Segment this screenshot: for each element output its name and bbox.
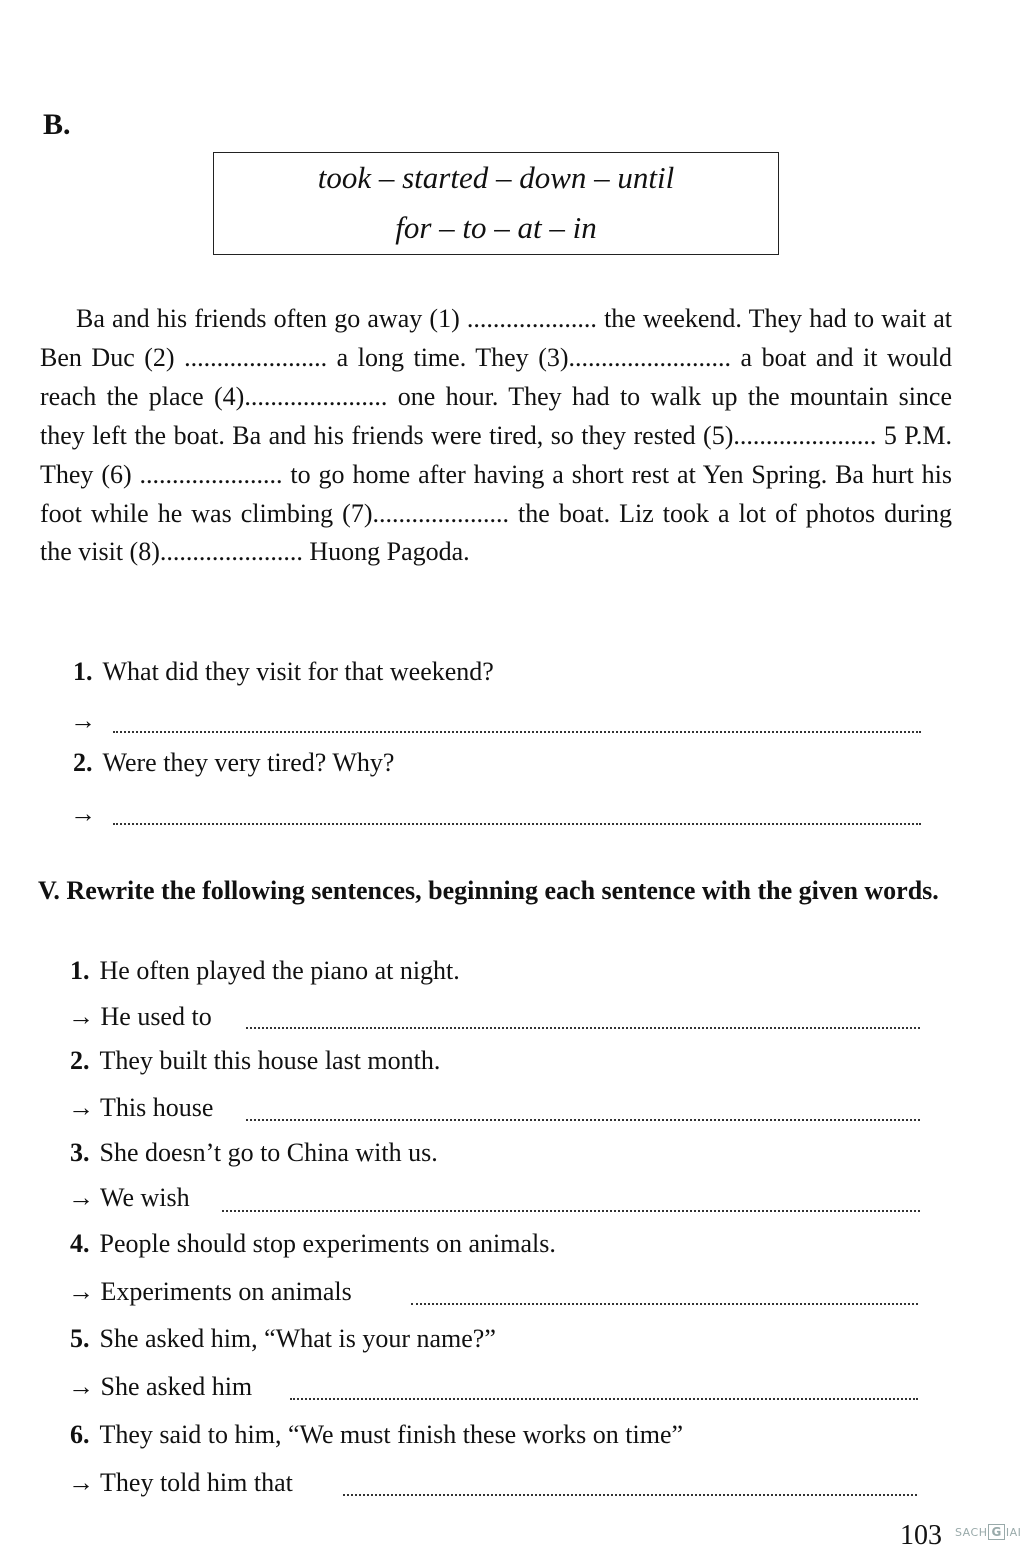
- rewrite-item-1-answer-line[interactable]: [246, 1027, 920, 1029]
- rewrite-item-6-number: 6.: [70, 1420, 90, 1449]
- section-v-heading: V. Rewrite the following sentences, beginning each sentence with the given words.: [38, 876, 939, 905]
- rewrite-item-3-number: 3.: [70, 1138, 90, 1167]
- question-1-arrow: →: [70, 706, 96, 735]
- rewrite-item-3: [70, 1138, 438, 1168]
- watermark-left: SACH: [955, 1526, 988, 1539]
- rewrite-item-2: [70, 1046, 440, 1076]
- question-2-answer-line[interactable]: [113, 823, 921, 825]
- watermark-logo: [955, 1524, 1021, 1540]
- page-number: 103: [900, 1520, 942, 1551]
- word-box: [213, 152, 779, 255]
- rewrite-item-4-text: People should stop experiments on animals.: [99, 1229, 556, 1258]
- rewrite-item-5: [70, 1324, 496, 1354]
- rewrite-item-1-text: He often played the piano at night.: [99, 956, 460, 985]
- rewrite-item-5-text: She asked him, “What is your name?”: [99, 1324, 496, 1353]
- rewrite-item-4-number: 4.: [70, 1229, 90, 1258]
- question-1-answer-line[interactable]: [113, 731, 921, 733]
- question-2-number: 2.: [73, 748, 93, 777]
- question-2-text: Were they very tired? Why?: [102, 748, 395, 777]
- rewrite-item-1-prompt: → He used to: [68, 1002, 212, 1031]
- rewrite-item-4-answer-line[interactable]: [411, 1303, 918, 1305]
- rewrite-item-1: [70, 956, 460, 986]
- rewrite-item-5-prompt: → She asked him: [68, 1372, 253, 1401]
- rewrite-item-5-number: 5.: [70, 1324, 90, 1353]
- rewrite-item-3-text: She doesn’t go to China with us.: [99, 1138, 438, 1167]
- rewrite-item-3-answer-line[interactable]: [222, 1210, 920, 1212]
- rewrite-item-5-answer-line[interactable]: [290, 1398, 918, 1400]
- word-box-line-2: for – to – at – in: [395, 210, 597, 245]
- question-1-number: 1.: [73, 657, 93, 686]
- question-2-arrow: →: [70, 799, 96, 828]
- rewrite-item-2-prompt: → This house: [68, 1093, 214, 1122]
- section-b-heading: B.: [43, 108, 71, 141]
- rewrite-item-2-answer-line[interactable]: [246, 1119, 920, 1121]
- passage-text: Ba and his friends often go away (1) .................... the weekend. They had to wait at Ben Duc (2) ...................... a long time. They (3)......................... a boat and it would reach the place (4)...................... one hour. They had to walk up the mountain since they left the boat. Ba and his friends were tired, so they rested (5)...................... 5 P.M. They (6) ...................... to go home after having a short rest at Yen Spring. Ba hurt his foot while he was climbing (7)..................... the boat. Liz took a lot of photos during the visit (8)...................... Huong Pagoda.: [40, 304, 952, 567]
- rewrite-item-2-number: 2.: [70, 1046, 90, 1075]
- word-box-line-1: took – started – down – until: [317, 160, 675, 195]
- question-1-text: What did they visit for that weekend?: [102, 657, 494, 686]
- rewrite-item-1-number: 1.: [70, 956, 90, 985]
- rewrite-item-4: [70, 1229, 556, 1259]
- question-2: [73, 748, 394, 778]
- rewrite-item-3-prompt: → We wish: [68, 1183, 190, 1212]
- question-1: [73, 657, 494, 687]
- rewrite-item-6: [70, 1420, 683, 1450]
- watermark-right: IAI: [1005, 1526, 1022, 1539]
- rewrite-item-6-text: They said to him, “We must finish these works on time”: [99, 1420, 684, 1449]
- rewrite-item-4-prompt: → Experiments on animals: [68, 1277, 352, 1306]
- watermark-mid: G: [988, 1524, 1004, 1540]
- rewrite-item-6-prompt: → They told him that: [68, 1468, 293, 1497]
- rewrite-item-2-text: They built this house last month.: [99, 1046, 441, 1075]
- rewrite-item-6-answer-line[interactable]: [343, 1494, 917, 1496]
